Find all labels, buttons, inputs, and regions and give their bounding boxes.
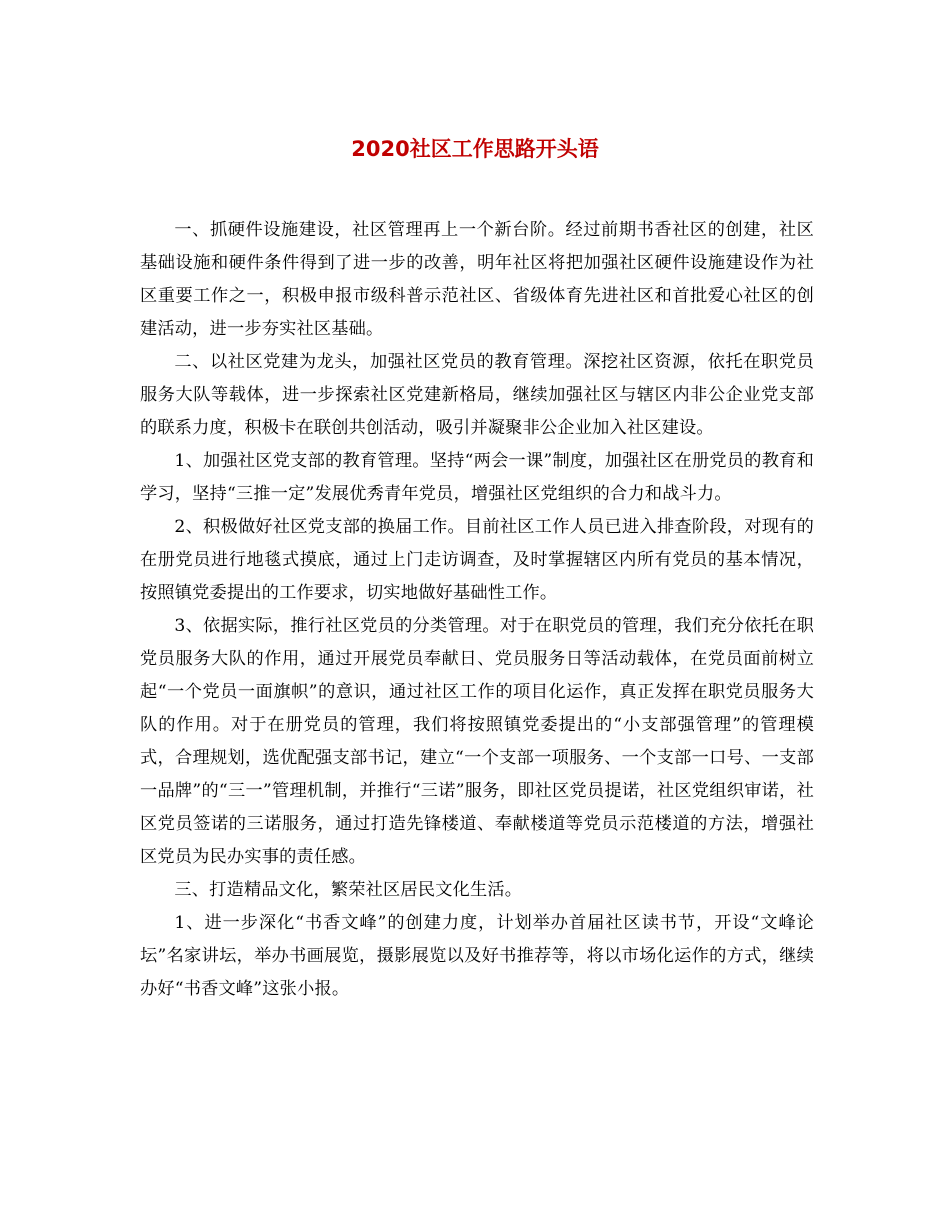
paragraph-6: 三、打造精品文化，繁荣社区居民文化生活。 bbox=[174, 880, 523, 900]
paragraph-5: 3、依据实际，推行社区党员的分类管理。对于在职党员的管理，我们充分依托在职党员服务大队的作用，通过开展党员奉献日、党员服务日等活动载体，在党员面前树立起“一个党员一面旗帜”的意识，通过社区工作的项目化运作，真正发挥在职党员服务大队的作用。对于在册党员的管理，我们将按照镇党委提出的“小支部强管理”的管理模式，合理规划，选优配强支部书记，建立“一个支部一项服务、一个支部一口号、一支部一品牌”的“三一”管理机制，并推行“三诺”服务，即社区党员提诺，社区党组织审诺，社区党员签诺的三诺服务，通过打造先锋楼道、奉献楼道等党员示范楼道的方法，增强社区党员为民办实事的责任感。 bbox=[140, 616, 814, 867]
paragraph-1: 一、抓硬件设施建设，社区管理再上一个新台阶。经过前期书香社区的创建，社区基础设施和硬件条件得到了进一步的改善，明年社区将把加强社区硬件设施建设作为社区重要工作之一，积极申报市级科普示范社区、省级体育先进社区和首批爱心社区的创建活动，进一步夯实社区基础。 bbox=[140, 220, 814, 339]
paragraph-3: 1、加强社区党支部的教育管理。坚持“两会一课”制度，加强社区在册党员的教育和学习，坚持“三推一定”发展优秀青年党员，增强社区党组织的合力和战斗力。 bbox=[140, 451, 814, 504]
document-body bbox=[140, 214, 814, 1006]
paragraph-7: 1、进一步深化“书香文峰”的创建力度，计划举办首届社区读书节，开设“文峰论坛”名家讲坛，举办书画展览，摄影展览以及好书推荐等，将以市场化运作的方式，继续办好“书香文峰”这张小报。 bbox=[140, 913, 814, 999]
paragraph-2: 二、以社区党建为龙头，加强社区党员的教育管理。深挖社区资源，依托在职党员服务大队等载体，进一步探索社区党建新格局，继续加强社区与辖区内非公企业党支部的联系力度，积极卡在联创共创活动，吸引并凝聚非公企业加入社区建设。 bbox=[140, 352, 814, 438]
paragraph-4: 2、积极做好社区党支部的换届工作。目前社区工作人员已进入排查阶段，对现有的在册党员进行地毯式摸底，通过上门走访调查，及时掌握辖区内所有党员的基本情况，按照镇党委提出的工作要求，切实地做好基础性工作。 bbox=[140, 517, 814, 603]
document-title: 2020社区工作思路开头语 bbox=[351, 137, 599, 161]
